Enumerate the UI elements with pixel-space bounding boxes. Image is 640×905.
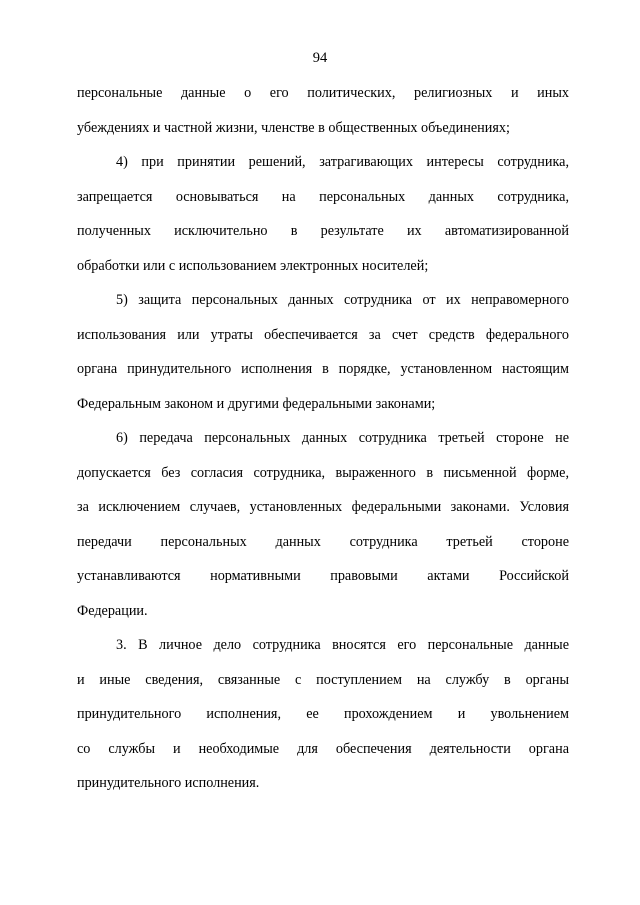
text-line: убеждениях и частной жизни, членстве в общественных объединениях; xyxy=(77,119,510,136)
text-line: и иные сведения, связанные с поступлением на службу в органы xyxy=(77,671,569,688)
text-line: принудительного исполнения, ее прохождением и увольнением xyxy=(77,706,569,722)
text-line: 4) при принятии решений, затрагивающих интересы сотрудника, xyxy=(116,154,569,170)
text-line: принудительного исполнения. xyxy=(77,775,260,791)
text-line: допускается без согласия сотрудника, выраженного в письменной форме, xyxy=(77,464,569,481)
text-line: 5) защита персональных данных сотрудника от их неправомерного xyxy=(116,292,569,308)
text-line: органа принудительного исполнения в порядке, установленном настоящим xyxy=(77,361,569,377)
text-line: за исключением случаев, установленных федеральными законами. Условия xyxy=(77,499,569,515)
text-line: со службы и необходимые для обеспечения деятельности органа xyxy=(77,740,569,757)
text-line: персональные данные о его политических, религиозных и иных xyxy=(77,85,569,101)
text-line: устанавливаются нормативными правовыми актами Российской xyxy=(77,568,569,584)
text-line: использования или утраты обеспечивается за счет средств федерального xyxy=(77,326,569,343)
text-line: передачи персональных данных сотрудника третьей стороне xyxy=(77,533,569,550)
page-number: 94 xyxy=(312,50,328,66)
text-line: обработки или с использованием электронных носителей; xyxy=(77,257,429,274)
text-line: запрещается основываться на персональных данных сотрудника, xyxy=(77,188,569,205)
text-line: 6) передача персональных данных сотрудника третьей стороне не xyxy=(116,430,569,446)
text-line: 3. В личное дело сотрудника вносятся его персональные данные xyxy=(116,637,569,653)
text-line: полученных исключительно в результате их автоматизированной xyxy=(77,223,569,239)
document-body xyxy=(77,84,569,809)
text-line: Федерации. xyxy=(77,602,148,619)
text-line: Федеральным законом и другими федеральными законами; xyxy=(77,395,436,412)
